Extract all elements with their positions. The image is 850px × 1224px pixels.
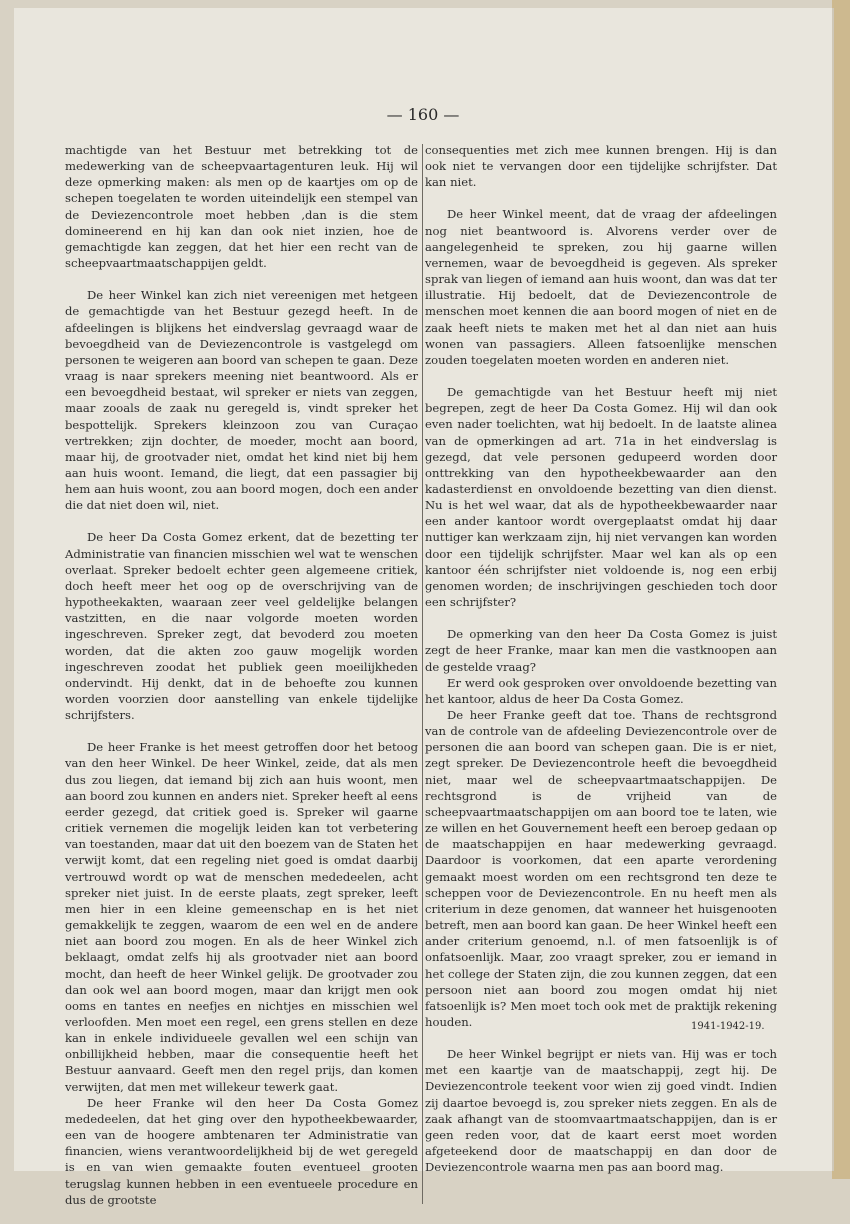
paragraph: De opmerking van den heer Da Costa Gomez is juist zegt de heer Franke, maar kan men die vastknoopen aan de gestelde vraag? xyxy=(425,627,777,674)
left-column xyxy=(65,142,418,1224)
page-edge xyxy=(832,0,850,1179)
document-page xyxy=(14,8,832,1207)
right-column xyxy=(425,142,777,1191)
paragraph: De gemachtigde van het Bestuur heeft mij niet begrepen, zegt de heer Da Costa Gomez. Hij wil dan ook even nader toelichten, wat hij bedoelt. In de laatste alinea van de opmerkingen ad art. 71a in het eindverslag is gezegd, dat vele personen gedupeerd worden door onttrekking van den hypotheekbewaarder aan den kadasterdienst en onvoldoende bezetting van dien dienst. Nu is het wel waar, dat als de hypotheekbewaarder naar een ander kantoor wordt overgeplaatst omdat hij daar nuttiger kan werkzaam zijn, hij niet vervangen kan worden door een tijdelijk schrijfster. Maar wel kan als op een kantoor één schrijfster niet voldoende is, nog een erbij genomen worden; de inschrijvingen geschieden toch door een schrijfster? xyxy=(425,385,777,610)
paragraph: De heer Da Costa Gomez erkent, dat de bezetting ter Administratie van financien misschien wel wat te wenschen overlaat. Spreker bedoelt echter geen algemeene critiek, doch heeft meer het oog op de overschrijving van de hypotheekakten, waaraan zeer veel geldelijke belangen vastzitten, en die naar volgorde moeten worden ingeschreven. Spreker zegt, dat bevoderd zou moeten worden, dat die akten zoo gauw mogelijk worden ingeschreven zoodat het publiek geen moeilijkheden ondervindt. Hij denkt, dat in de behoefte zou kunnen worden voorzien door aanstelling van enkele tijdelijke schrijfsters. xyxy=(65,530,418,723)
page-number: — 160 — xyxy=(386,105,460,124)
paragraph: Er werd ook gesproken over onvoldoende bezetting van het kantoor, aldus de heer Da Costa Gomez. xyxy=(425,675,777,706)
paragraph: consequenties met zich mee kunnen brengen. Hij is dan ook niet te vervangen door een tijdelijke schrijfster. Dat kan niet. xyxy=(425,143,777,190)
paragraph: De heer Winkel begrijpt er niets van. Hij was er toch met een kaartje van de maatschappij, zegt hij. De Deviezencontrole teekent voor wien zij goed vindt. Indien zij daartoe bevoegd is, zou spreker niets zeggen. En als de zaak afhangt van de stoomvaartmaatschappijen, dan is er geen reden voor, dat de kaart eerst moet worden afgeteekend door de maatschappij en dan door de Deviezencontrole waarna men pas aan boord mag. xyxy=(425,1047,777,1175)
paragraph: De heer Franke geeft dat toe. Thans de rechtsgrond van de controle van de afdeeling Deviezencontrole over de personen die aan boord van schepen gaan. Die is er niet, zegt spreker. De Deviezencontrole heeft die bevoegdheid niet, maar wel de scheepvaartmaatschappijen. De rechtsgrond is de vrijheid van de scheepvaartmaatschappijen om aan boord toe te laten, wie ze willen en het Gouvernement heeft een beroep gedaan op de maatschappijen en haar medewerking gevraagd. Daardoor is voorkomen, dat een aparte verordening gemaakt moest worden om een rechtsgrond ten deze te scheppen voor de Deviezencontrole. En nu heeft men als criterium in deze genomen, dat wanneer het huisgenooten betreft, men aan boord kan gaan. De heer Winkel heeft een ander criterium genoemd, n.l. of men fatsoenlijk is of onfatsoenlijk. Maar, zoo vraagt spreker, zou er iemand in het college der Staten zijn, die zou kunnen zeggen, dat een persoon niet aan boord zou mogen omdat hij niet fatsoenlijk is? Men moet toch ook met de praktijk rekening houden. xyxy=(425,708,777,1029)
column-divider xyxy=(422,144,423,1204)
paragraph: De heer Franke is het meest getroffen door het betoog van den heer Winkel. De heer Winkel, zeide, dat als men dus zou liegen, dat iemand bij zich aan huis woont, men aan boord zou kunnen en anders niet. Spreker heeft al eens eerder gezegd, dat critiek goed is. Spreker wil gaarne critiek vernemen die mogelijk leiden kan tot verbetering van toestanden, maar dat uit den boezem van de Staten het verwijt komt, dat een regeling niet goed is omdat daarbij vertrouwd wordt op wat de menschen mededeelen, acht spreker niet juist. In de eerste plaats, zegt spreker, leeft men hier in een kleine gemeenschap en is het niet gemakkelijk te zeggen, waarom de een wel en de andere niet aan boord zou mogen. En als de heer Winkel zich beklaagt, omdat zelfs hij als grootvader niet aan boord mocht, dan heeft de heer Winkel gelijk. De grootvader zou dan ook wel aan boord mogen, maar dan krijgt men ook ooms en tantes en neefjes en nichtjes en misschien wel verloofden. Men moet een regel, een grens stellen en deze kan in enkele individueele gevallen wel een schijn van onbillijkheid hebben, maar die consequentie heeft het Bestuur aanvaard. Geeft men den regel prijs, dan komen verwijten, dat men met willekeur tewerk gaat. xyxy=(65,740,418,1094)
paragraph: De heer Winkel kan zich niet vereenigen met hetgeen de gemachtigde van het Bestuur gezegd heeft. In de afdeelingen is blijkens het eindverslag gevraagd waar de bevoegdheid van de Deviezencontrole is vastgelegd om personen te weigeren aan boord van schepen te gaan. Deze vraag is naar sprekers meening niet beantwoord. Als er een bevoegdheid bestaat, wil spreker er niets van zeggen, maar zooals de zaak nu geregeld is, vindt spreker het bespottelijk. Sprekers kleinzoon zou van Curaçao vertrekken; zijn dochter, de moeder, mocht aan boord, maar hij, de grootvader niet, omdat het kind niet bij hem aan huis woont. Iemand, die liegt, dat een passagier bij hem aan huis woont, zou aan boord mogen, doch een ander die dat niet doen wil, niet. xyxy=(65,288,418,513)
document-code: 1941-1942-19. xyxy=(691,1021,765,1032)
paragraph: De heer Winkel meent, dat de vraag der afdeelingen nog niet beantwoord is. Alvorens verder over de aangelegenheid te spreken, zou hij gaarne willen vernemen, waar de bevoegdheid is gegeven. Als spreker sprak van liegen of iemand aan huis woont, dan was dat ter illustratie. Hij bedoelt, dat de Deviezencontrole de menschen moet kennen die aan boord mogen of niet en de zaak heeft niets te maken met het al dan niet aan huis wonen van passagiers. Alleen fatsoenlijke menschen zouden toegelaten moeten worden en anderen niet. xyxy=(425,207,777,367)
paragraph: machtigde van het Bestuur met betrekking tot de medewerking van de scheepvaartagenturen leuk. Hij wil deze opmerking maken: als men op de kaartjes om op de schepen toegelaten te worden uiteindelijk een stempel van de Deviezencontrole moet hebben ,dan is die stem domineerend en hij kan dan ook niet inzien, hoe de gemachtigde kan zeggen, dat het hier een recht van de scheepvaartmaatschappijen geldt. xyxy=(65,143,418,271)
paragraph: De heer Franke wil den heer Da Costa Gomez mededeelen, dat het ging over den hypotheekbewaarder, een van de hoogere ambtenaren ter Administratie van financien, wiens verantwoordelijkheid bij de wet geregeld is en van wien gemaakte fouten eventueel grooten terugslag kunnen hebben in een eventueele procedure en dus de grootste xyxy=(65,1095,418,1207)
